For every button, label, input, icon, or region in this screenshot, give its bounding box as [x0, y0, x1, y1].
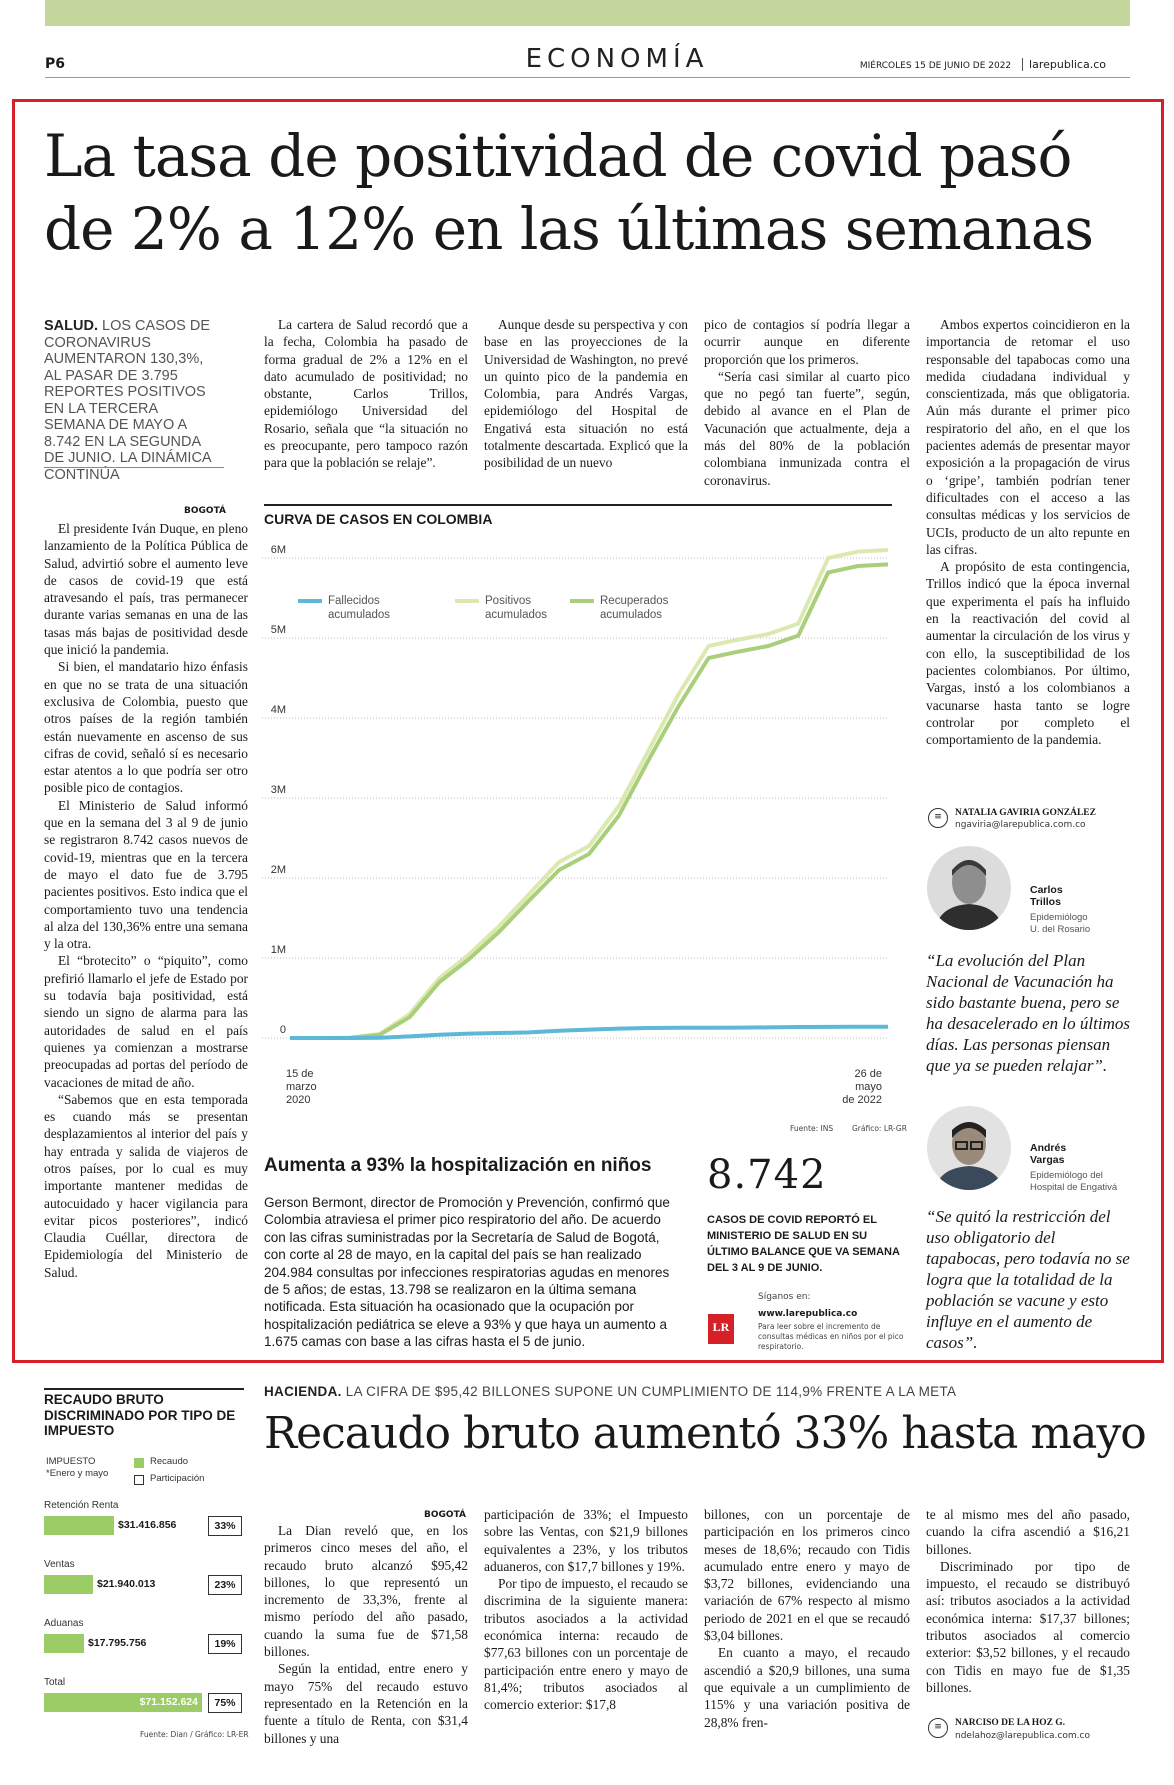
paragraph: participación de 33%; el Impuesto sobre las Ventas, con $21,9 billones equivalentes a 23%, y los tributos aduaneros, con $17,7 billones y 19%.: [484, 1507, 688, 1574]
expert-2-last-name: Vargas: [1030, 1154, 1065, 1166]
x-end-label: de 2022: [842, 1094, 882, 1106]
paragraph: En cuanto a mayo, el recaudo ascendió a $20,9 billones, una suma que equivale a un cumplimiento de 115% y una variación positiva de 28,8% fren-: [704, 1645, 910, 1730]
story2-headline: Recaudo bruto aumentó 33% hasta mayo: [264, 1408, 1146, 1459]
article-headline: [44, 120, 1104, 265]
paragraph: A propósito de esta contingencia, Trillos indicó que la época invernal que experimenta el país ha influido en la reactivación del covid al aumentar la circulación de los virus y con ello, la susceptibilidad de los pacientes colombianos. Por último, Vargas, instó a los colombianos a vacunarse hasta tanto se logre controlar por completo el comportamiento de la pandemia.: [926, 559, 1130, 748]
expert-1-name: [1030, 884, 1063, 908]
paragraph: El presidente Iván Duque, en pleno lanzamiento de la Política Pública de Salud, advirtió sobre el aumento leve de casos de covid-19 que está atravesando el país, tras permanecer durante varias semanas en una de las tasas más bajas de positividad desde que inició la pandemia.: [44, 521, 248, 658]
chart-graphic-credit: Gráfico: LR-GR: [852, 1124, 907, 1133]
article-column-5: [926, 316, 1130, 748]
paragraph: La cartera de Salud recordó que a la fecha, Colombia ha pasado de forma gradual de 2% a 12% en el dato acumulado de positividad; no obstante, Carlos Trillos, epidemiólogo Universidad del Rosario, señala que “la situación no es preocupante, pero tampoco razón para que la población se relaje”.: [264, 317, 468, 471]
chat-icon: ≡: [928, 808, 948, 828]
recaudo-bar-value: $71.152.624: [139, 1696, 198, 1708]
legend-label: Fallecidos: [328, 595, 380, 607]
recaudo-row-label: Aduanas: [44, 1618, 84, 1629]
expert-1-role-line: Epidemiólogo: [1030, 912, 1088, 923]
dateline: [860, 58, 1106, 71]
story2-kicker-label: HACIENDA.: [264, 1384, 342, 1399]
follow-label: Síganos en:: [758, 1292, 811, 1302]
recaudo-bar-value: $21.940.013: [97, 1578, 156, 1590]
story2-column-2: [484, 1506, 688, 1714]
lr-url-note: Para leer sobre el incremento de consultas médicas en niños por el pico respiratorio.: [758, 1322, 904, 1351]
y-tick-label: 2M: [270, 864, 286, 876]
paragraph: Si bien, el mandatario hizo énfasis en que no se trata de una situación exclusiva de Colombia, puesto que otros países de la región también están nuevamente en ascenso de sus cifras de covid, señaló sí es necesario estar atentos a lo que podría ser otro posible pico de contagios.: [44, 659, 248, 796]
expert-1-affiliation: U. del Rosario: [1030, 923, 1091, 935]
story2-kicker: [264, 1384, 956, 1399]
expert-2-photo: [927, 1106, 1011, 1190]
recaudo-chart-title: RECAUDO BRUTO DISCRIMINADO POR TIPO DE IMPUESTO: [44, 1392, 236, 1438]
stat-number: 8.742: [707, 1152, 827, 1198]
series-line: [290, 550, 888, 1038]
y-tick-label: 6M: [270, 544, 286, 556]
story2-byline-email[interactable]: ndelahoz@larepublica.com.co: [955, 1731, 1090, 1741]
article-column-3: [484, 316, 688, 472]
legend-label: Positivos: [485, 595, 532, 607]
stat-caption: CASOS DE COVID REPORTÓ EL MINISTERIO DE SALUD EN SU ÚLTIMO BALANCE QUE VA SEMANA DEL 3 AL 9 DE JUNIO.: [707, 1214, 900, 1274]
article-column-4: [704, 316, 910, 489]
recaudo-pct-box: 19%: [208, 1634, 242, 1654]
y-tick-label: 1M: [270, 944, 286, 956]
x-end-label: 26 de: [854, 1068, 882, 1080]
y-tick-label: 4M: [270, 704, 286, 716]
paragraph: El “brotecito” o “piquito”, como prefirió llamarlo el jefe de Estado por su todavía baja positividad, está siendo un signo de alarma para las autoridades de salud en el país quienes ya comienzan a mostrarse preocupadas ad portas del período de vacaciones de mitad de año.: [44, 953, 248, 1090]
lr-logo[interactable]: LR: [708, 1314, 734, 1344]
legend-label: acumulados: [485, 609, 548, 621]
recaudo-bar: [44, 1634, 84, 1653]
expert-2-name: [1030, 1142, 1066, 1166]
article-column-2: [264, 316, 468, 472]
legend-recaudo: Recaudo: [150, 1456, 189, 1467]
chart-source: Fuente: INS: [790, 1124, 834, 1133]
expert-1-first-name: Carlos: [1030, 884, 1063, 896]
story2-column-1: [264, 1522, 468, 1747]
headline-line-2: de 2% a 12% en las últimas semanas: [44, 194, 1094, 263]
chat-icon: ≡: [928, 1718, 948, 1738]
expert-2-quote: “Se quitó la restricción del uso obligatorio del tapabocas, pero todavía no se logra que la totalidad de la población se vacune y esto influye en el aumento de casos”.: [926, 1207, 1130, 1352]
divider: [44, 467, 224, 468]
paragraph: Discriminado por tipo de impuesto, el recaudo se distribuyó así: tributos asociados a la actividad económica interna: $17,37 billones; tributos asociados al comercio exterior: $3,52 billones, y el recaudo con Tidis en mayo fue de $1,35 billones.: [926, 1558, 1130, 1695]
lead-text: LOS CASOS DE CORONAVIRUS AUMENTARON 130,3%, AL PASAR DE 3.795 REPORTES POSITIVOS EN LA TERCERA SEMANA DE MAYO A 8.742 EN LA SEGUNDA DE JUNIO. LA DINÁMICA CONTINÚA: [44, 318, 211, 483]
recaudo-bar-value: $17.795.756: [88, 1637, 147, 1649]
headline-line-1: La tasa de positividad de covid pasó: [44, 122, 1072, 190]
paragraph: te al mismo mes del año pasado, cuando la cifra ascendió a $16,21 billones.: [926, 1507, 1130, 1557]
y-tick-label: 5M: [270, 624, 286, 636]
legend-swatch-participacion: [134, 1475, 144, 1485]
page-header: [45, 44, 1130, 78]
lead-kicker: SALUD.: [44, 318, 98, 334]
story2-byline-name: NARCISO DE LA HOZ G.: [955, 1718, 1066, 1728]
recaudo-pct-box: 23%: [208, 1575, 242, 1595]
y-tick-label: 0: [279, 1024, 286, 1036]
recaudo-bar: [44, 1575, 93, 1594]
recaudo-bar: [44, 1516, 114, 1535]
paragraph: pico de contagios sí podría llegar a ocurrir aunque en diferente proporción que los primeros.: [704, 317, 910, 367]
series-line: [290, 564, 888, 1038]
byline-email[interactable]: ngaviria@larepublica.com.co: [955, 820, 1086, 830]
recaudo-bar-value: $31.416.856: [118, 1519, 177, 1531]
section-title: ECONOMÍA: [525, 44, 709, 74]
recaudo-pct-box: 75%: [208, 1693, 242, 1713]
expert-2-role-line: Epidemiólogo del: [1030, 1170, 1103, 1181]
x-start-label: 15 de: [286, 1068, 314, 1080]
paragraph: La Dian reveló que, en los primeros cinco meses del año, el recaudo bruto alcanzó $95,42 billones, lo que representó un incremento de 33,3%, frente al mismo período del año pasado, cuando la suma fue de $71,58 billones.: [264, 1523, 468, 1660]
article-column-1: [44, 520, 248, 1281]
covid-curve-chart: [260, 530, 900, 1120]
recaudo-pct-box: 33%: [208, 1516, 242, 1536]
legend-swatch-recaudo: [134, 1458, 144, 1468]
story2-column-4: [926, 1506, 1130, 1696]
expert-2-affiliation: Hospital de Engativá: [1030, 1181, 1118, 1193]
recaudo-row-label: Retención Renta: [44, 1500, 119, 1511]
recaudo-source: Fuente: Dian / Gráfico: LR-ER: [140, 1730, 249, 1739]
x-start-label: marzo: [286, 1081, 317, 1093]
recaudo-chart-rule: [44, 1388, 244, 1390]
chart-title: CURVA DE CASOS EN COLOMBIA: [264, 511, 493, 527]
recaudo-row-label: Total: [44, 1677, 66, 1688]
x-start-label: 2020: [286, 1094, 311, 1106]
city-tag: BOGOTÁ: [184, 506, 226, 516]
lr-url-link[interactable]: www.larepublica.co: [758, 1309, 858, 1319]
paragraph: Aunque desde su perspectiva y con base en las proyecciones de la Universidad de Washington, no prevé un quinto pico de la pandemia en Colombia, para Andrés Vargas, epidemiólogo del Hospital de Engativá esta situación no está totalmente descartada. Explicó que la posibilidad de un nuevo: [484, 317, 688, 471]
paragraph: “Sabemos que en esta temporada es cuando más se presentan desplazamientos al interior del país y hay entrada y salida de viajeros de otros países, por lo cual es muy importante mantener medidas de autocuidado y hacer vigilancia para evitar picos posteriores”, indicó Claudia Cuéllar, directora de Epidemiología del Ministerio de Salud.: [44, 1091, 248, 1280]
story2-city-tag: BOGOTÁ: [424, 1510, 466, 1520]
paragraph: “Sería casi similar al cuarto pico que no pegó tan fuerte”, según, debido al avance en el Plan de Vacunación que actualmente, deja a más del 80% de la población colombiana inmunizada contra el coronavirus.: [704, 368, 910, 488]
page-number: P6: [45, 56, 66, 72]
paragraph: El Ministerio de Salud informó que en la semana del 3 al 9 de junio se registraron 8.742 casos nuevos de covid-19, mientras que en la tercera de mayo el dato fue de 3.795 pacientes positivos. Esto indica que el comportamiento tuvo una tendencia al alza del 130,36% entre una semana y la otra.: [44, 797, 248, 952]
site-link[interactable]: larepublica.co: [1022, 58, 1106, 71]
expert-1-quote: “La evolución del Plan Nacional de Vacunación ha sido bastante buena, pero se ha desacelerado en lo últimos días. Las personas piensan que ya se pueden relajar”.: [926, 951, 1130, 1075]
sidebar-headline: Aumenta a 93% la hospitalización en niños: [264, 1155, 652, 1176]
expert-1-last-name: Trillos: [1030, 896, 1061, 908]
lead-summary: [44, 318, 219, 483]
legend-label: acumulados: [328, 609, 391, 621]
x-end-label: mayo: [855, 1081, 882, 1093]
byline-name: NATALIA GAVIRIA GONZÁLEZ: [955, 808, 1096, 818]
expert-2-role: [1030, 1170, 1117, 1193]
sidebar-body: Gerson Bermont, director de Promoción y Prevención, confirmó que Colombia atraviesa el primer pico respiratorio del año. De acuerdo con las cifras suministradas por la Secretaría de Salud de Bogotá, con corte al 28 de mayo, en la capital del país se han realizado 204.984 consultas por infecciones respiratorias agudas en menores de 5 años; de estas, 13.798 se realizaron en la última semana notificada. Esta situación ha ocasionado que la ocupación por hospitalización pediátrica se eleve a 93% y que haya un aumento a 1.675 camas con base a las cifras hasta el 5 de junio.: [264, 1195, 670, 1350]
recaudo-row-label: Ventas: [44, 1559, 75, 1570]
legend-label: Recuperados: [600, 595, 669, 607]
y-tick-label: 3M: [270, 784, 286, 796]
issue-date: MIÉRCOLES 15 DE JUNIO DE 2022: [859, 61, 1012, 71]
story2-kicker-text: LA CIFRA DE $95,42 BILLONES SUPONE UN CUMPLIMIENTO DE 114,9% FRENTE A LA META: [345, 1384, 957, 1399]
recaudo-legend-header: [46, 1456, 108, 1480]
expert-2-first-name: Andrés: [1030, 1142, 1067, 1154]
legend-label: acumulados: [600, 609, 663, 621]
story2-column-3: [704, 1506, 910, 1731]
legend-column-header: IMPUESTO: [46, 1456, 96, 1467]
expert-1-role: [1030, 912, 1090, 935]
legend-participacion: Participación: [150, 1473, 205, 1484]
expert-1-photo: [927, 846, 1011, 930]
paragraph: Según la entidad, entre enero y mayo 75% del recaudo estuvo representado en la Retención en la fuente a título de Renta, con $31,4 billones y una: [264, 1661, 468, 1746]
paragraph: Por tipo de impuesto, el recaudo se discrimina de la siguiente manera: tributos asociados a la actividad económica interna: recaudo de $77,63 billones con un porcentaje de participación entre enero y mayo de 81,4%; tributos asociados al comercio exterior: $17,8: [484, 1576, 688, 1713]
top-color-band: [45, 0, 1130, 26]
chart-top-rule: [264, 504, 892, 506]
paragraph: billones, con un porcentaje de participación en los primeros cinco meses de 18,6%; recaudo con Tidis acumulado entre enero y mayo de $3,72 billones, evidenciando una variación de 67% respecto al mismo periodo de 2021 en el que se recaudó $3,04 billones.: [704, 1507, 910, 1644]
paragraph: Ambos expertos coincidieron en la importancia de retomar el uso responsable del tapabocas como una medida ciudadana individual y conscientizada, más que obligatoria. Aún más durante el primer pico respiratorio del año, en el que los pacientes además de presentar mayor exposición a la propagación de virus o ‘gripe’, también podrían tener dificultades con el acceso a las consultas médicas y los servicios de UCIs, producto de un alto repunte en las cifras.: [926, 317, 1130, 557]
legend-column-note: *Enero y mayo: [46, 1468, 109, 1479]
